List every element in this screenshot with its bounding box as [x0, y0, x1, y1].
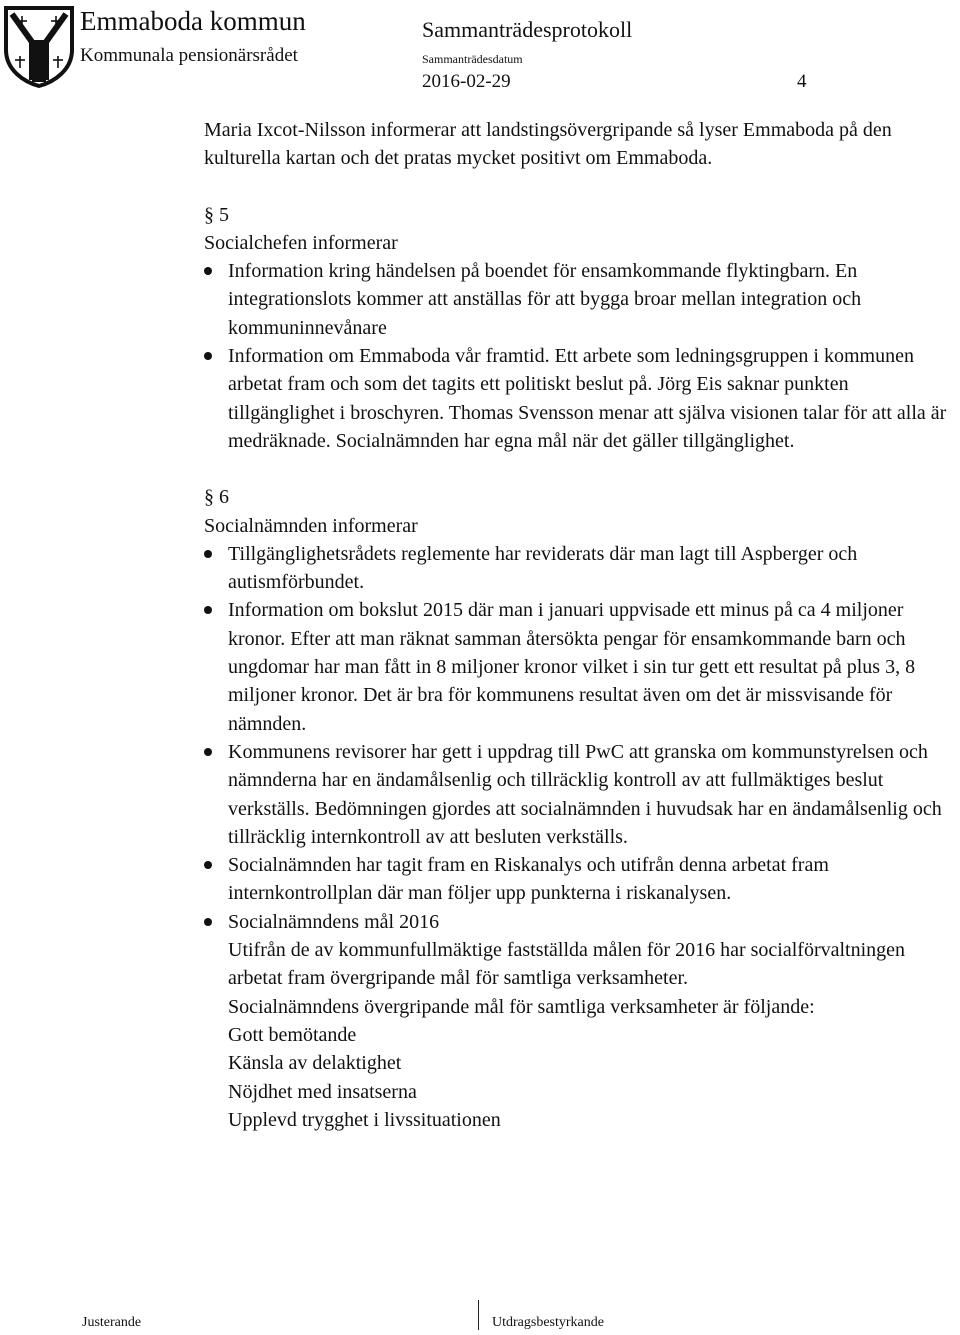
list-item	[204, 540, 956, 597]
section-5	[204, 201, 956, 456]
goal-item: Upplevd trygghet i livssituationen	[228, 1108, 501, 1131]
bullet-list	[204, 257, 956, 455]
bullet-list	[204, 540, 956, 1134]
footer-signatory-label: Justerande	[82, 1315, 142, 1330]
list-item	[204, 908, 956, 1134]
list-item-text: Socialnämndens mål 2016	[228, 910, 440, 933]
emmaboda-coat-of-arms-icon	[2, 4, 76, 88]
document-type: Sammanträdesprotokoll	[422, 17, 633, 42]
section-title: Socialchefen informerar	[204, 231, 398, 254]
list-item-text: Utifrån de av kommunfullmäktige fastställda målen för 2016 har socialförvaltningen arbetat fram övergripande mål för samtliga verksamheter.	[228, 939, 906, 990]
list-item	[204, 596, 956, 737]
list-item-text: Information kring händelsen på boendet för ensamkommande flyktingbarn. En integrationslots kommer att anställas för att bygga broar mellan integration och kommuninnevånare	[228, 260, 862, 339]
list-item-text: Kommunens revisorer har gett i uppdrag till PwC att granska om kommunstyrelsen och nämnderna har en ändamålsenlig och tillräcklig kontroll av att fullmäktiges beslut verkställs. Bedömningen gjordes att socialnämnden i huvudsak har en ändamålsenlig och tillräcklig internkontroll av att besluten verkställs.	[228, 740, 942, 848]
goal-item: Nöjdhet med insatserna	[228, 1080, 417, 1103]
page-number: 4	[797, 71, 807, 92]
goal-item: Gott bemötande	[228, 1023, 357, 1046]
section-number: § 6	[204, 486, 229, 509]
organization-name: Emmaboda kommun	[80, 6, 306, 36]
footer-certification-label: Utdragsbestyrkande	[492, 1315, 604, 1330]
section-6	[204, 483, 956, 1134]
meeting-date: 2016-02-29	[422, 71, 511, 92]
organization-subtitle: Kommunala pensionärsrådet	[80, 45, 298, 66]
document-body	[204, 116, 956, 1134]
intro-paragraph: Maria Ixcot-Nilsson informerar att landstingsövergripande så lyser Emmaboda på den kulturella kartan och det pratas mycket positivt om Emmaboda.	[204, 119, 892, 170]
list-item	[204, 342, 956, 455]
list-item	[204, 257, 956, 342]
goal-item: Känsla av delaktighet	[228, 1052, 402, 1075]
list-item	[204, 738, 956, 851]
meeting-date-label: Sammanträdesdatum	[422, 52, 523, 66]
section-number: § 5	[204, 203, 229, 226]
section-title: Socialnämnden informerar	[204, 514, 418, 537]
list-item-text: Tillgänglighetsrådets reglemente har reviderats där man lagt till Aspberger och autismförbundet.	[228, 542, 858, 594]
list-item-text: Information om bokslut 2015 där man i januari uppvisade ett minus på ca 4 miljoner kronor. Efter att man räknat samman återsökta pengar för ensamkommande barn och ungdomar har man fått in 8 miljoner kronor vilket i sin tur gett ett resultat på plus 3, 8 miljoner kronor. Det är bra för kommunens resultat även om det är missvisande för nämnden.	[228, 599, 916, 735]
list-item	[204, 851, 956, 908]
footer-divider	[478, 1300, 479, 1330]
list-item-text: Socialnämndens övergripande mål för samtliga verksamheter är följande:	[228, 995, 815, 1018]
list-item-text: Socialnämnden har tagit fram en Riskanalys och utifrån denna arbetat fram internkontrollplan där man följer upp punkterna i riskanalysen.	[228, 854, 829, 905]
list-item-text: Information om Emmaboda vår framtid. Ett arbete som ledningsgruppen i kommunen arbetat fram och som det tagits ett politiskt beslut på. Jörg Eis saknar punkten tillgänglighet i broschyren. Thomas Svensson menar att själva visionen talar för att alla är medräknade. Socialnämnden har egna mål när det gäller tillgänglighet.	[228, 345, 947, 452]
